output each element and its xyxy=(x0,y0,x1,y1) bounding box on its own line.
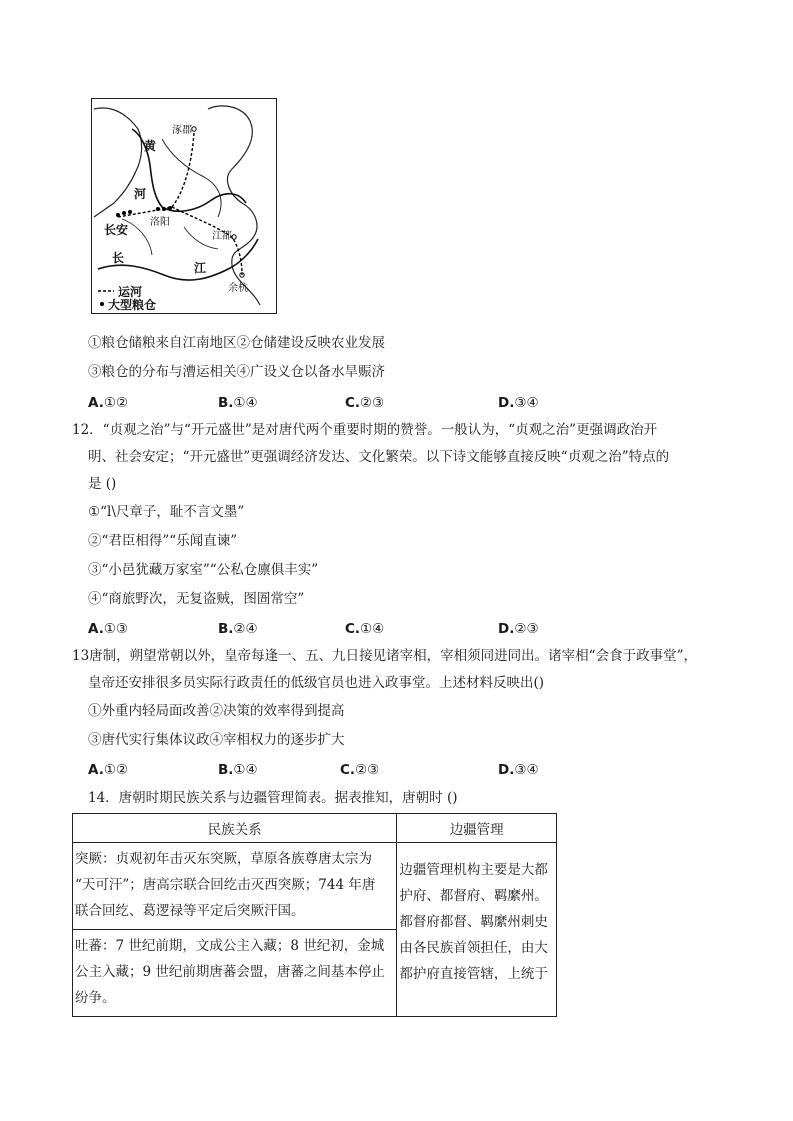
border-line-3: 都督府都督、羁縻州刺史 xyxy=(399,914,548,930)
canal-map xyxy=(91,98,277,314)
q14-table xyxy=(72,813,557,1017)
q13-statement-1: ①外重内轻局面改善②决策的效率得到提高 xyxy=(88,703,345,719)
q14-stem: 14．唐朝时期民族关系与边疆管理简表。据表推知，唐朝时 () xyxy=(88,790,458,806)
q11-option-d[interactable]: D.③④ xyxy=(498,395,539,411)
map-label-chang: 长 xyxy=(112,251,125,265)
map-legend-granary: 大型粮仓 xyxy=(108,298,157,312)
q12-option-c[interactable]: C.①④ xyxy=(345,621,385,637)
table-header-border: 边疆管理 xyxy=(397,814,557,843)
map-label-yuhang: 余杭 xyxy=(228,283,248,294)
q13-stem-line-2: 皇帝还安排很多员实际行政责任的低级官员也进入政事堂。上述材料反映出() xyxy=(88,675,545,691)
border-line-4: 由各民族首领担任，由大 xyxy=(399,940,548,956)
q13-option-c[interactable]: C.②③ xyxy=(340,762,380,778)
q11-option-c[interactable]: C.②③ xyxy=(345,395,385,411)
q11-statement-1: ①粮仓储粮来自江南地区②仓储建设反映农业发展 xyxy=(88,335,385,351)
table-cell-tubo xyxy=(73,930,397,1017)
table-header-row xyxy=(73,814,557,843)
q12-item-1: ①“l\尺章子，耻不言文墨” xyxy=(88,504,245,520)
q11-option-a[interactable]: A.①② xyxy=(88,395,129,411)
q12-option-a[interactable]: A.①③ xyxy=(88,621,129,637)
q13-option-d[interactable]: D.③④ xyxy=(498,762,539,778)
turks-line-3: 联合回纥、葛逻禄等平定后突厥汗国。 xyxy=(75,903,305,919)
table-cell-border-management xyxy=(397,843,557,1017)
q12-item-4: ④“商旅野次，无复盗贼，图圄常空” xyxy=(88,591,305,607)
map-label-zhuojun: 涿郡 xyxy=(172,125,192,136)
q12-stem-line-2: 明、社会安定；“开元盛世”更强调经济发达、文化繁荣。以下诗文能够直接反映“贞观之治”特点的 xyxy=(88,449,670,465)
map-label-luoyang: 洛阳 xyxy=(150,217,170,228)
q12-option-d[interactable]: D.②③ xyxy=(498,621,539,637)
tubo-line-3: 纷争。 xyxy=(75,990,116,1006)
q12-item-3: ③“小邑犹藏万家室”“公私仓廪俱丰实” xyxy=(88,562,319,578)
tubo-line-2: 公主入藏；9 世纪前期唐蕃会盟，唐蕃之间基本停止 xyxy=(75,964,385,980)
turks-line-1: 突厥：贞观初年击灭东突厥，草原各族尊唐太宗为 xyxy=(75,851,372,867)
q12-stem-line-1: 12．“贞观之治”与“开元盛世”是对唐代两个重要时期的赞誉。一般认为，“贞观之治”更强调政治开 xyxy=(72,422,658,438)
map-label-changan: 长安 xyxy=(104,223,129,237)
q12-option-b[interactable]: B.②④ xyxy=(218,621,258,637)
border-line-1: 边疆管理机构主要是大都 xyxy=(399,862,548,878)
border-line-5: 都护府直接管辖，上统于 xyxy=(399,966,548,982)
map-label-he: 河 xyxy=(134,187,147,201)
q13-statement-2: ③唐代实行集体议政④宰相权力的逐步扩大 xyxy=(88,732,345,748)
border-line-2: 护府、都督府、羁縻州。 xyxy=(399,888,548,904)
map-label-jiangdu: 江都 xyxy=(212,231,232,242)
table-cell-turks xyxy=(73,843,397,930)
map-legend-canal: 运河 xyxy=(118,285,143,299)
q13-option-b[interactable]: B.①④ xyxy=(218,762,258,778)
table-header-ethnic: 民族关系 xyxy=(73,814,397,843)
q12-stem-line-3: 是 () xyxy=(88,476,117,492)
q11-statement-2: ③粮仓的分布与漕运相关④广设义仓以备水旱赈济 xyxy=(88,364,385,380)
table-row xyxy=(73,843,557,930)
turks-line-2: “天可汗”；唐高宗联合回纥击灭西突厥；744 年唐 xyxy=(75,877,376,893)
q13-option-a[interactable]: A.①② xyxy=(88,762,129,778)
q13-stem-line-1: 13唐制，朔望常朝以外，皇帝每逢一、五、九日接见诸宰相，宰相须同进同出。诸宰相“会食于政事堂”， xyxy=(72,648,697,664)
map-label-huang: 黄 xyxy=(144,139,157,153)
q11-option-b[interactable]: B.①④ xyxy=(218,395,258,411)
tubo-line-1: 吐蕃：7 世纪前期，文成公主入藏；8 世纪初，金城 xyxy=(75,938,385,954)
q12-item-2: ②“君臣相得”“乐闻直谏” xyxy=(88,533,238,549)
map-label-jiang: 江 xyxy=(194,261,207,275)
